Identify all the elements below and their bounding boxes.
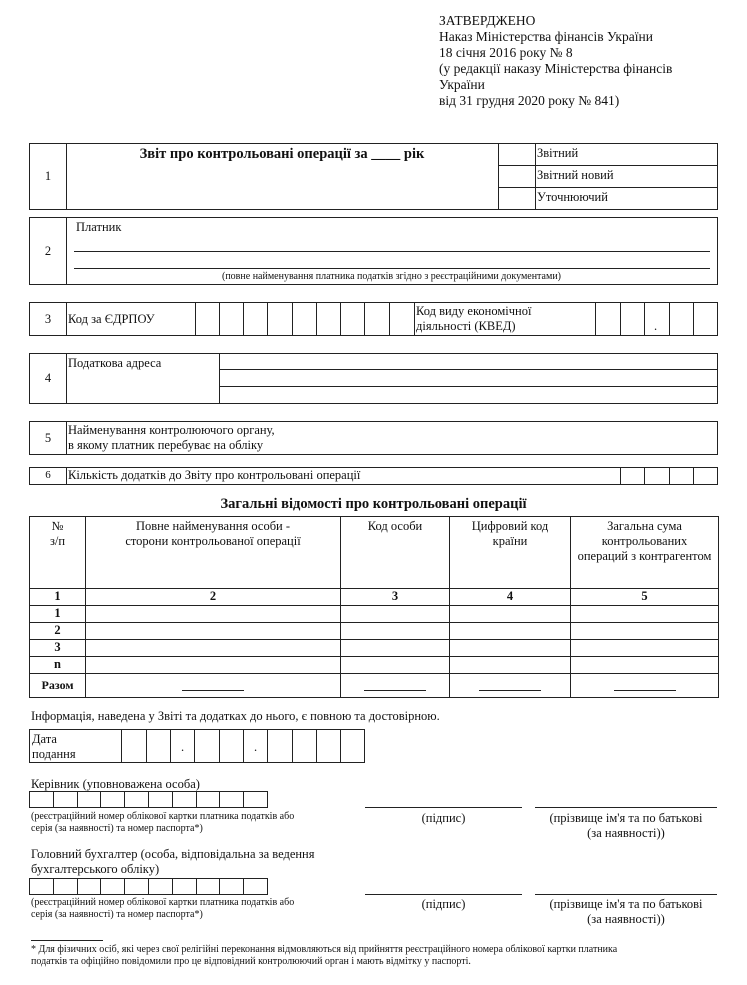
accountant-id-cells[interactable] — [29, 878, 268, 895]
accountant-name-label-2: (за наявності)) — [587, 912, 665, 926]
col-number: 4 — [450, 589, 571, 606]
col-number: 3 — [341, 589, 450, 606]
accountant-id-note-2: серія (за наявності) та номер паспорта*) — [31, 909, 203, 920]
codes-box — [29, 302, 718, 336]
row-number-6: 6 — [45, 469, 51, 481]
footnote-line-1: * Для фізичних осіб, які через свої релігійні переконання відмовляються від прийняття реєстраційного номера облікової картки платника — [31, 944, 618, 955]
total-label: Разом — [30, 674, 86, 698]
cell-input[interactable] — [341, 640, 450, 657]
footnote-line-2: податків та офіційно повідомили про це відповідний контролюючий орган і мають відмітку у паспорті. — [31, 956, 471, 967]
cell-input[interactable] — [571, 606, 719, 623]
row-number-5: 5 — [44, 431, 52, 445]
total-cell[interactable] — [571, 674, 719, 698]
kved-dot: . — [654, 319, 658, 333]
annex-count-box — [29, 467, 718, 485]
cell-input[interactable] — [571, 640, 719, 657]
payer-note: (повне найменування платника податків згідно з реєстраційними документами) — [222, 271, 561, 282]
column-number-row — [30, 589, 719, 606]
director-name-line[interactable] — [535, 807, 717, 808]
director-name-label-1: (прізвище ім'я та по батькові — [549, 811, 703, 825]
report-title: Звіт про контрольовані операції за ____ рік — [139, 146, 425, 162]
payer-name-line-1[interactable] — [74, 251, 710, 252]
accountant-id-note-1: (реєстраційний номер облікової картки платника податків або — [31, 897, 295, 908]
table-row — [30, 640, 719, 657]
approval-line-1: ЗАТВЕРДЖЕНО — [439, 13, 536, 28]
header-number: № з/п — [30, 517, 86, 589]
tax-address-box — [29, 353, 718, 404]
row-label: 2 — [30, 623, 86, 640]
approval-line-2: Наказ Міністерства фінансів України — [439, 29, 653, 44]
row-number-3: 3 — [44, 312, 52, 326]
date-label-2: подання — [32, 747, 76, 761]
row-label: 3 — [30, 640, 86, 657]
report-type-new-label: Звітний новий — [537, 168, 614, 182]
accountant-name-label-1: (прізвище ім'я та по батькові — [549, 897, 703, 911]
director-title: Керівник (уповноважена особа) — [31, 777, 200, 791]
authority-box — [29, 421, 718, 455]
director-id-cells[interactable] — [29, 791, 268, 808]
annex-count-label: Кількість додатків до Звіту про контрольовані операції — [68, 468, 361, 482]
director-name-label-2: (за наявності)) — [587, 826, 665, 840]
row-number-1: 1 — [44, 169, 52, 183]
kved-label-1: Код виду економічної — [416, 304, 532, 318]
director-signature-line[interactable] — [365, 807, 522, 808]
table-row — [30, 623, 719, 640]
row-label: 1 — [30, 606, 86, 623]
authority-input[interactable] — [330, 422, 717, 454]
report-type-clarifying-label: Уточнюючий — [537, 190, 608, 204]
accountant-title-1: Головний бухгалтер (особа, відповідальна за ведення — [31, 847, 315, 861]
cell-input[interactable] — [450, 640, 571, 657]
general-info-title: Загальні відомості про контрольовані операції — [220, 496, 527, 512]
total-cell[interactable] — [450, 674, 571, 698]
cell-input[interactable] — [341, 606, 450, 623]
cell-input[interactable] — [341, 657, 450, 674]
table-row — [30, 606, 719, 623]
total-row — [30, 674, 719, 698]
payer-box — [29, 217, 718, 285]
approval-line-5: України — [439, 77, 485, 92]
col-number: 1 — [30, 589, 86, 606]
col-number: 2 — [86, 589, 341, 606]
cell-input[interactable] — [86, 623, 341, 640]
col-number: 5 — [571, 589, 719, 606]
date-dot-1: . — [181, 740, 185, 754]
header-person-code: Код особи — [341, 517, 450, 589]
director-signature-label: (підпис) — [421, 811, 466, 825]
payer-label: Платник — [76, 220, 122, 234]
footnote-divider — [31, 940, 103, 941]
cell-input[interactable] — [450, 657, 571, 674]
header-person-name: Повне найменування особи - сторони контрольованої операції — [86, 517, 341, 589]
cell-input[interactable] — [341, 623, 450, 640]
approval-line-4: (у редакції наказу Міністерства фінансів — [439, 61, 673, 76]
submission-date-input[interactable] — [122, 730, 364, 762]
cell-input[interactable] — [450, 606, 571, 623]
authority-label-2: в якому платник перебуває на обліку — [68, 438, 264, 452]
edrpou-label: Код за ЄДРПОУ — [68, 312, 155, 326]
authority-label-1: Найменування контролюючого органу, — [68, 423, 275, 437]
date-dot-2: . — [254, 740, 258, 754]
row-label: n — [30, 657, 86, 674]
approval-line-3: 18 січня 2016 року № 8 — [439, 45, 573, 60]
report-type-clarifying-checkbox[interactable] — [499, 188, 535, 209]
row-number-4: 4 — [44, 371, 52, 385]
cell-input[interactable] — [571, 623, 719, 640]
header-country-code: Цифровий код країни — [450, 517, 571, 589]
general-info-table — [29, 516, 719, 698]
header-total-amount: Загальна сума контрольованих операций з контрагентом — [571, 517, 719, 589]
kved-label-2: діяльності (КВЕД) — [416, 319, 516, 333]
row-number-2: 2 — [44, 244, 52, 258]
cell-input[interactable] — [450, 623, 571, 640]
report-type-regular-label: Звітний — [537, 146, 579, 160]
date-label-1: Дата — [32, 732, 57, 746]
report-header-box — [29, 143, 718, 210]
director-id-note-1: (реєстраційний номер облікової картки платника податків або — [31, 811, 295, 822]
total-cell[interactable] — [86, 674, 341, 698]
accountant-name-line[interactable] — [535, 894, 717, 895]
report-type-regular-checkbox[interactable] — [499, 144, 535, 165]
cell-input[interactable] — [86, 606, 341, 623]
table-row — [30, 657, 719, 674]
tax-address-label: Податкова адреса — [68, 356, 162, 370]
total-cell[interactable] — [341, 674, 450, 698]
cell-input[interactable] — [86, 657, 341, 674]
director-id-note-2: серія (за наявності) та номер паспорта*) — [31, 823, 203, 834]
payer-name-line-2[interactable] — [74, 268, 710, 269]
accountant-signature-label: (підпис) — [421, 897, 466, 911]
date-box — [29, 729, 365, 763]
accountant-title-2: бухгалтерського обліку) — [31, 862, 160, 876]
table-header-row — [30, 517, 719, 589]
report-type-new-checkbox[interactable] — [499, 166, 535, 187]
accountant-signature-line[interactable] — [365, 894, 522, 895]
tax-address-input[interactable] — [220, 354, 717, 403]
edrpou-code-cells[interactable] — [196, 303, 414, 335]
annex-count-cells[interactable] — [621, 468, 717, 484]
cell-input[interactable] — [571, 657, 719, 674]
declaration-text: Інформація, наведена у Звіті та додатках до нього, є повною та достовірною. — [31, 709, 440, 723]
cell-input[interactable] — [86, 640, 341, 657]
approval-line-6: від 31 грудня 2020 року № 841) — [439, 93, 620, 108]
